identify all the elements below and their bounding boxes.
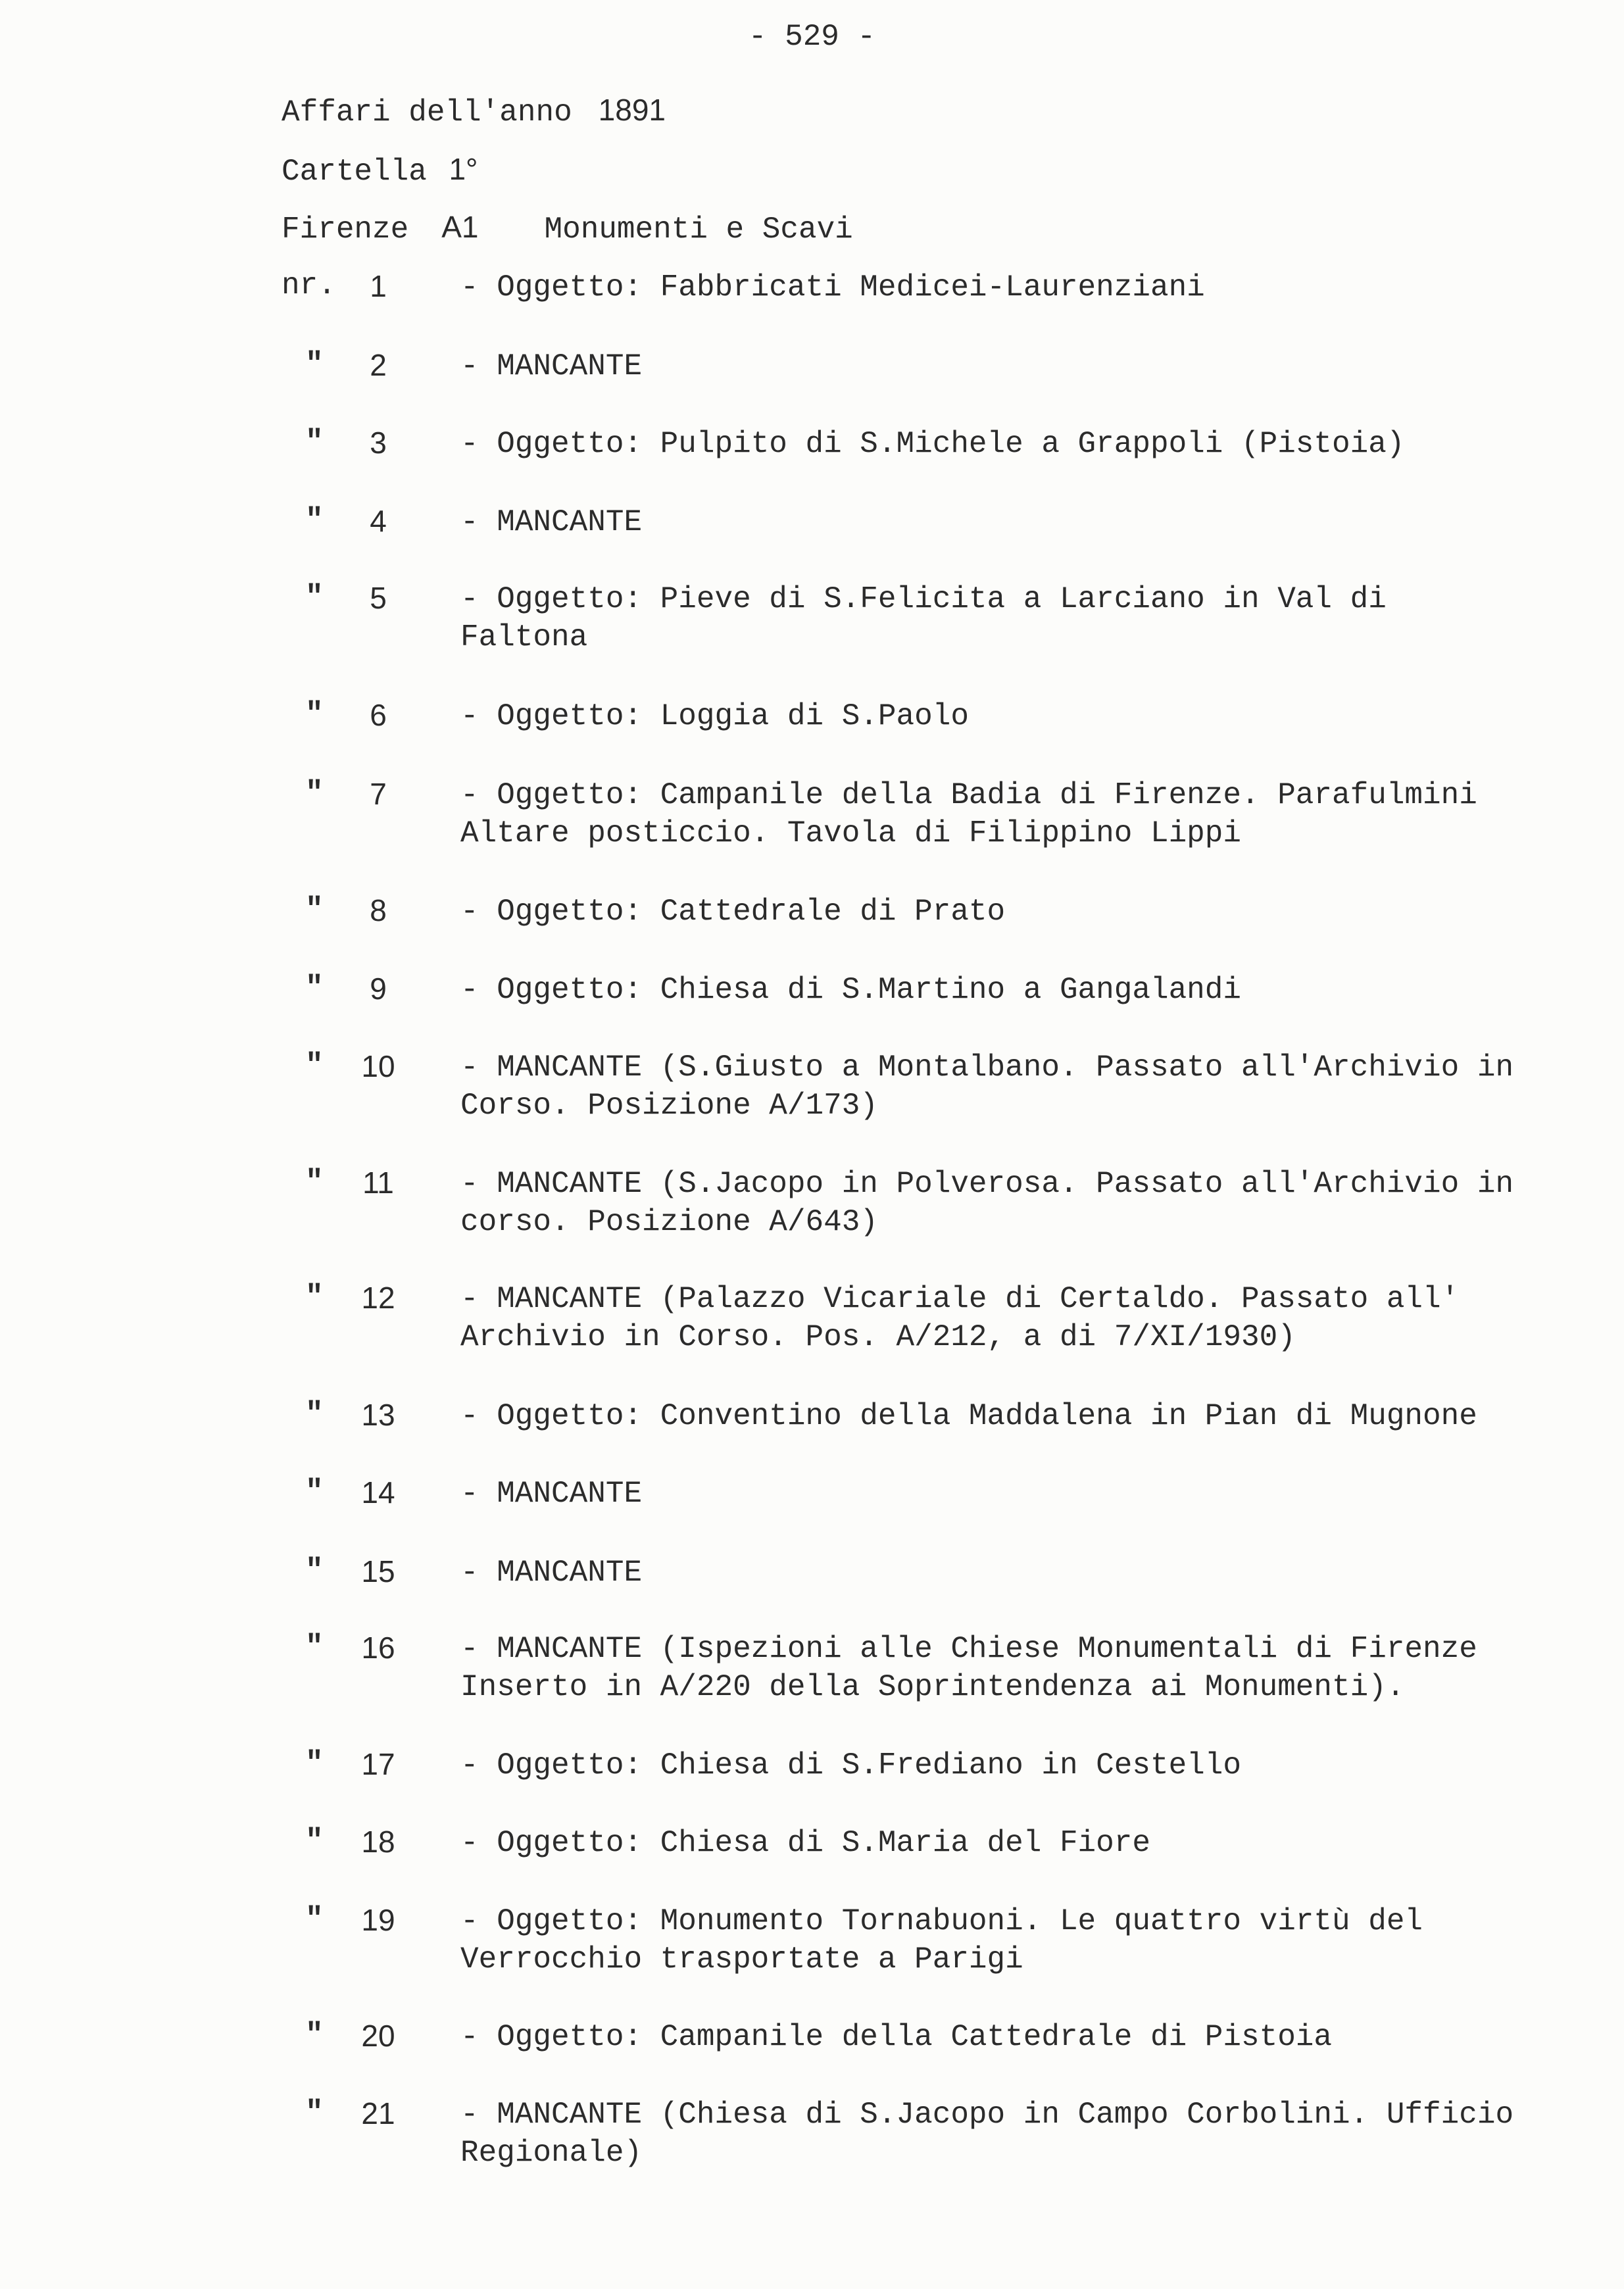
item-text: - MANCANTE xyxy=(460,505,643,539)
list-item xyxy=(0,1902,1624,1981)
item-number: 4 xyxy=(370,504,387,538)
item-text: - MANCANTE (S.Jacopo in Polverosa. Passato all'Archivio in corso. Posizione A/643) xyxy=(460,1167,1514,1239)
item-text: - MANCANTE xyxy=(460,1477,643,1511)
list-item xyxy=(0,697,1624,776)
item-number: 8 xyxy=(370,893,387,927)
list-item xyxy=(0,1630,1624,1709)
item-text: - Oggetto: Pulpito di S.Michele a Grappoli (Pistoia) xyxy=(460,427,1405,461)
item-number: 13 xyxy=(361,1398,395,1432)
item-number: 1 xyxy=(370,269,387,303)
header-folder-value: 1° xyxy=(449,152,478,186)
list-item xyxy=(0,1475,1624,1554)
header-folder-line xyxy=(282,151,478,189)
item-number: 14 xyxy=(361,1475,395,1510)
item-text: - Oggetto: Monumento Tornabuoni. Le quattro virtù del Verrocchio trasportate a Parigi xyxy=(460,1904,1423,1977)
list-item xyxy=(0,1824,1624,1903)
item-number: 7 xyxy=(370,777,387,811)
header-section-line xyxy=(282,209,853,247)
list-item xyxy=(0,893,1624,972)
item-number: 11 xyxy=(362,1166,394,1200)
header-city: Firenze xyxy=(282,212,409,247)
item-prefix: " xyxy=(305,1554,324,1588)
list-item xyxy=(0,347,1624,426)
list-item xyxy=(0,2096,1624,2175)
item-number: 9 xyxy=(370,972,387,1006)
item-number: 21 xyxy=(361,2096,395,2130)
item-text: - MANCANTE xyxy=(460,349,643,383)
item-number: 2 xyxy=(370,348,387,382)
item-prefix: " xyxy=(305,1397,324,1431)
item-prefix: " xyxy=(305,776,324,810)
item-number: 3 xyxy=(370,426,387,460)
list-item xyxy=(0,425,1624,504)
item-text: - Oggetto: Fabbricati Medicei-Laurenziani xyxy=(460,270,1205,305)
list-item xyxy=(0,1165,1624,1244)
header-folder-label: Cartella xyxy=(282,155,427,189)
header-year-label: Affari dell'anno xyxy=(282,95,572,130)
item-number: 18 xyxy=(361,1825,395,1859)
list-item xyxy=(0,971,1624,1050)
item-number: 10 xyxy=(361,1049,395,1083)
page-number: - 529 - xyxy=(748,20,876,54)
item-text: - MANCANTE (Ispezioni alle Chiese Monumentali di Firenze Inserto in A/220 della Soprintendenza ai Monumenti). xyxy=(460,1632,1477,1704)
item-text: - MANCANTE (Palazzo Vicariale di Certaldo. Passato all' Archivio in Corso. Pos. A/212, a di 7/XI/1930) xyxy=(460,1282,1460,1354)
item-prefix: " xyxy=(305,1746,324,1781)
list-item xyxy=(0,580,1624,659)
item-text: - Oggetto: Loggia di S.Paolo xyxy=(460,699,969,733)
item-number: 19 xyxy=(361,1903,395,1937)
item-number: 20 xyxy=(361,2019,395,2053)
item-number: 15 xyxy=(361,1554,395,1588)
item-text: - Oggetto: Chiesa di S.Martino a Gangalandi xyxy=(460,973,1241,1007)
item-prefix: nr. xyxy=(282,268,336,303)
list-item xyxy=(0,1048,1624,1127)
item-text: - Oggetto: Cattedrale di Prato xyxy=(460,895,1006,929)
list-item xyxy=(0,1397,1624,1476)
item-number: 16 xyxy=(361,1631,395,1665)
item-prefix: " xyxy=(305,1630,324,1664)
item-prefix: " xyxy=(305,580,324,614)
header-year-line xyxy=(282,92,666,130)
item-prefix: " xyxy=(305,2018,324,2052)
item-prefix: " xyxy=(305,1165,324,1199)
list-item xyxy=(0,2018,1624,2097)
item-text: - MANCANTE (S.Giusto a Montalbano. Passato all'Archivio in Corso. Posizione A/173) xyxy=(460,1050,1514,1123)
list-item xyxy=(0,776,1624,855)
item-text: - MANCANTE xyxy=(460,1556,643,1590)
item-prefix: " xyxy=(305,347,324,382)
list-item xyxy=(0,1280,1624,1359)
item-number: 12 xyxy=(361,1281,395,1315)
item-text: - Oggetto: Conventino della Maddalena in Pian di Mugnone xyxy=(460,1399,1477,1433)
item-number: 5 xyxy=(370,581,387,615)
item-text: - Oggetto: Chiesa di S.Frediano in Cestello xyxy=(460,1748,1241,1783)
item-prefix: " xyxy=(305,971,324,1005)
item-prefix: " xyxy=(305,1902,324,1936)
list-item xyxy=(0,268,1624,347)
item-text: - Oggetto: Chiesa di S.Maria del Fiore xyxy=(460,1826,1150,1860)
item-number: 17 xyxy=(361,1747,395,1781)
list-item xyxy=(0,1746,1624,1825)
item-prefix: " xyxy=(305,1475,324,1509)
item-prefix: " xyxy=(305,503,324,537)
item-prefix: " xyxy=(305,425,324,459)
item-text: - MANCANTE (Chiesa di S.Jacopo in Campo Corbolini. Ufficio Regionale) xyxy=(460,2098,1514,2170)
item-text: - Oggetto: Campanile della Cattedrale di Pistoia xyxy=(460,2020,1333,2054)
item-text: - Oggetto: Pieve di S.Felicita a Larciano in Val di Faltona xyxy=(460,582,1387,654)
item-prefix: " xyxy=(305,1280,324,1314)
list-item xyxy=(0,503,1624,582)
item-prefix: " xyxy=(305,697,324,731)
item-prefix: " xyxy=(305,1824,324,1858)
item-prefix: " xyxy=(305,2096,324,2130)
header-section-title: Monumenti e Scavi xyxy=(544,212,853,247)
header-code: A1 xyxy=(441,210,479,244)
item-text: - Oggetto: Campanile della Badia di Firenze. Parafulmini Altare posticcio. Tavola di Filippino Lippi xyxy=(460,778,1477,850)
header-year: 1891 xyxy=(598,93,666,127)
item-prefix: " xyxy=(305,1048,324,1083)
list-item xyxy=(0,1554,1624,1633)
item-prefix: " xyxy=(305,893,324,927)
item-number: 6 xyxy=(370,698,387,732)
